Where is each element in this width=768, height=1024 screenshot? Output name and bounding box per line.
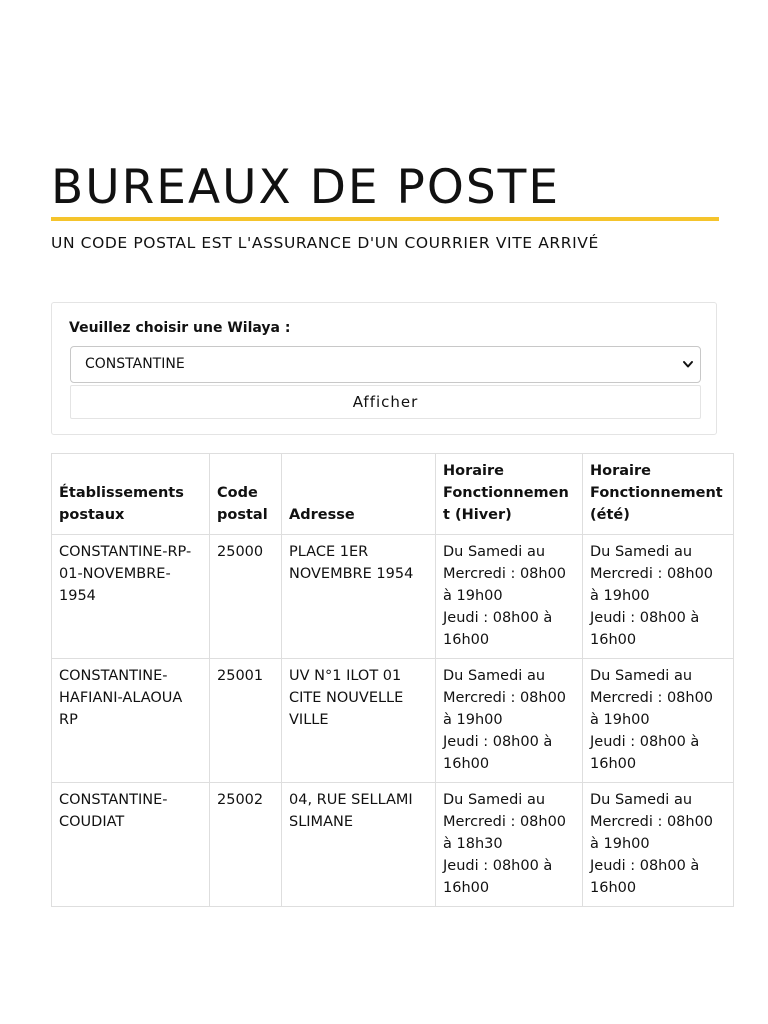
cell-horaire-hiver bbox=[436, 659, 583, 783]
horaire-line: Jeudi : 08h00 à 16h00 bbox=[443, 734, 553, 772]
cell-horaire-ete bbox=[583, 659, 734, 783]
wilaya-form bbox=[51, 302, 717, 435]
horaire-line: Jeudi : 08h00 à 16h00 bbox=[590, 858, 700, 896]
chevron-down-icon bbox=[682, 356, 694, 372]
cell-etablissement: CONSTANTINE-RP-01-NOVEMBRE-1954 bbox=[52, 535, 210, 659]
header-adresse: Adresse bbox=[282, 454, 436, 535]
page-subtitle: UN CODE POSTAL EST L'ASSURANCE D'UN COURRIER VITE ARRIVÉ bbox=[51, 234, 599, 252]
wilaya-select[interactable] bbox=[70, 346, 701, 383]
cell-horaire-ete bbox=[583, 783, 734, 907]
page-title: BUREAUX DE POSTE bbox=[51, 160, 561, 215]
afficher-button[interactable]: Afficher bbox=[70, 385, 701, 419]
table-header-row bbox=[52, 454, 734, 535]
horaire-line: Jeudi : 08h00 à 16h00 bbox=[590, 610, 700, 648]
table-row bbox=[52, 659, 734, 783]
cell-etablissement: CONSTANTINE-HAFIANI-ALAOUA RP bbox=[52, 659, 210, 783]
horaire-line: Du Samedi au Mercredi : 08h00 à 19h00 bbox=[443, 544, 567, 604]
horaire-line: Du Samedi au Mercredi : 08h00 à 19h00 bbox=[590, 544, 714, 604]
cell-adresse: PLACE 1ER NOVEMBRE 1954 bbox=[282, 535, 436, 659]
header-etablissements: Établissements postaux bbox=[52, 454, 210, 535]
horaire-line: Du Samedi au Mercredi : 08h00 à 19h00 bbox=[443, 668, 567, 728]
cell-adresse: UV N°1 ILOT 01 CITE NOUVELLE VILLE bbox=[282, 659, 436, 783]
horaire-line: Jeudi : 08h00 à 16h00 bbox=[590, 734, 700, 772]
cell-adresse: 04, RUE SELLAMI SLIMANE bbox=[282, 783, 436, 907]
table-row bbox=[52, 535, 734, 659]
table-row bbox=[52, 783, 734, 907]
horaire-line: Du Samedi au Mercredi : 08h00 à 18h30 bbox=[443, 792, 567, 852]
header-code-postal: Code postal bbox=[210, 454, 282, 535]
cell-code-postal: 25000 bbox=[210, 535, 282, 659]
cell-horaire-hiver bbox=[436, 783, 583, 907]
cell-horaire-hiver bbox=[436, 535, 583, 659]
horaire-line: Du Samedi au Mercredi : 08h00 à 19h00 bbox=[590, 792, 714, 852]
cell-horaire-ete bbox=[583, 535, 734, 659]
horaire-line: Jeudi : 08h00 à 16h00 bbox=[443, 610, 553, 648]
wilaya-select-value: CONSTANTINE bbox=[85, 356, 185, 372]
title-underline bbox=[51, 217, 719, 221]
cell-code-postal: 25002 bbox=[210, 783, 282, 907]
post-offices-table bbox=[51, 453, 734, 907]
cell-code-postal: 25001 bbox=[210, 659, 282, 783]
horaire-line: Du Samedi au Mercredi : 08h00 à 19h00 bbox=[590, 668, 714, 728]
wilaya-label: Veuillez choisir une Wilaya : bbox=[69, 320, 291, 336]
horaire-line: Jeudi : 08h00 à 16h00 bbox=[443, 858, 553, 896]
header-horaire-hiver: Horaire Fonctionnement (Hiver) bbox=[436, 454, 583, 535]
cell-etablissement: CONSTANTINE-COUDIAT bbox=[52, 783, 210, 907]
header-horaire-ete: Horaire Fonctionnement (été) bbox=[583, 454, 734, 535]
